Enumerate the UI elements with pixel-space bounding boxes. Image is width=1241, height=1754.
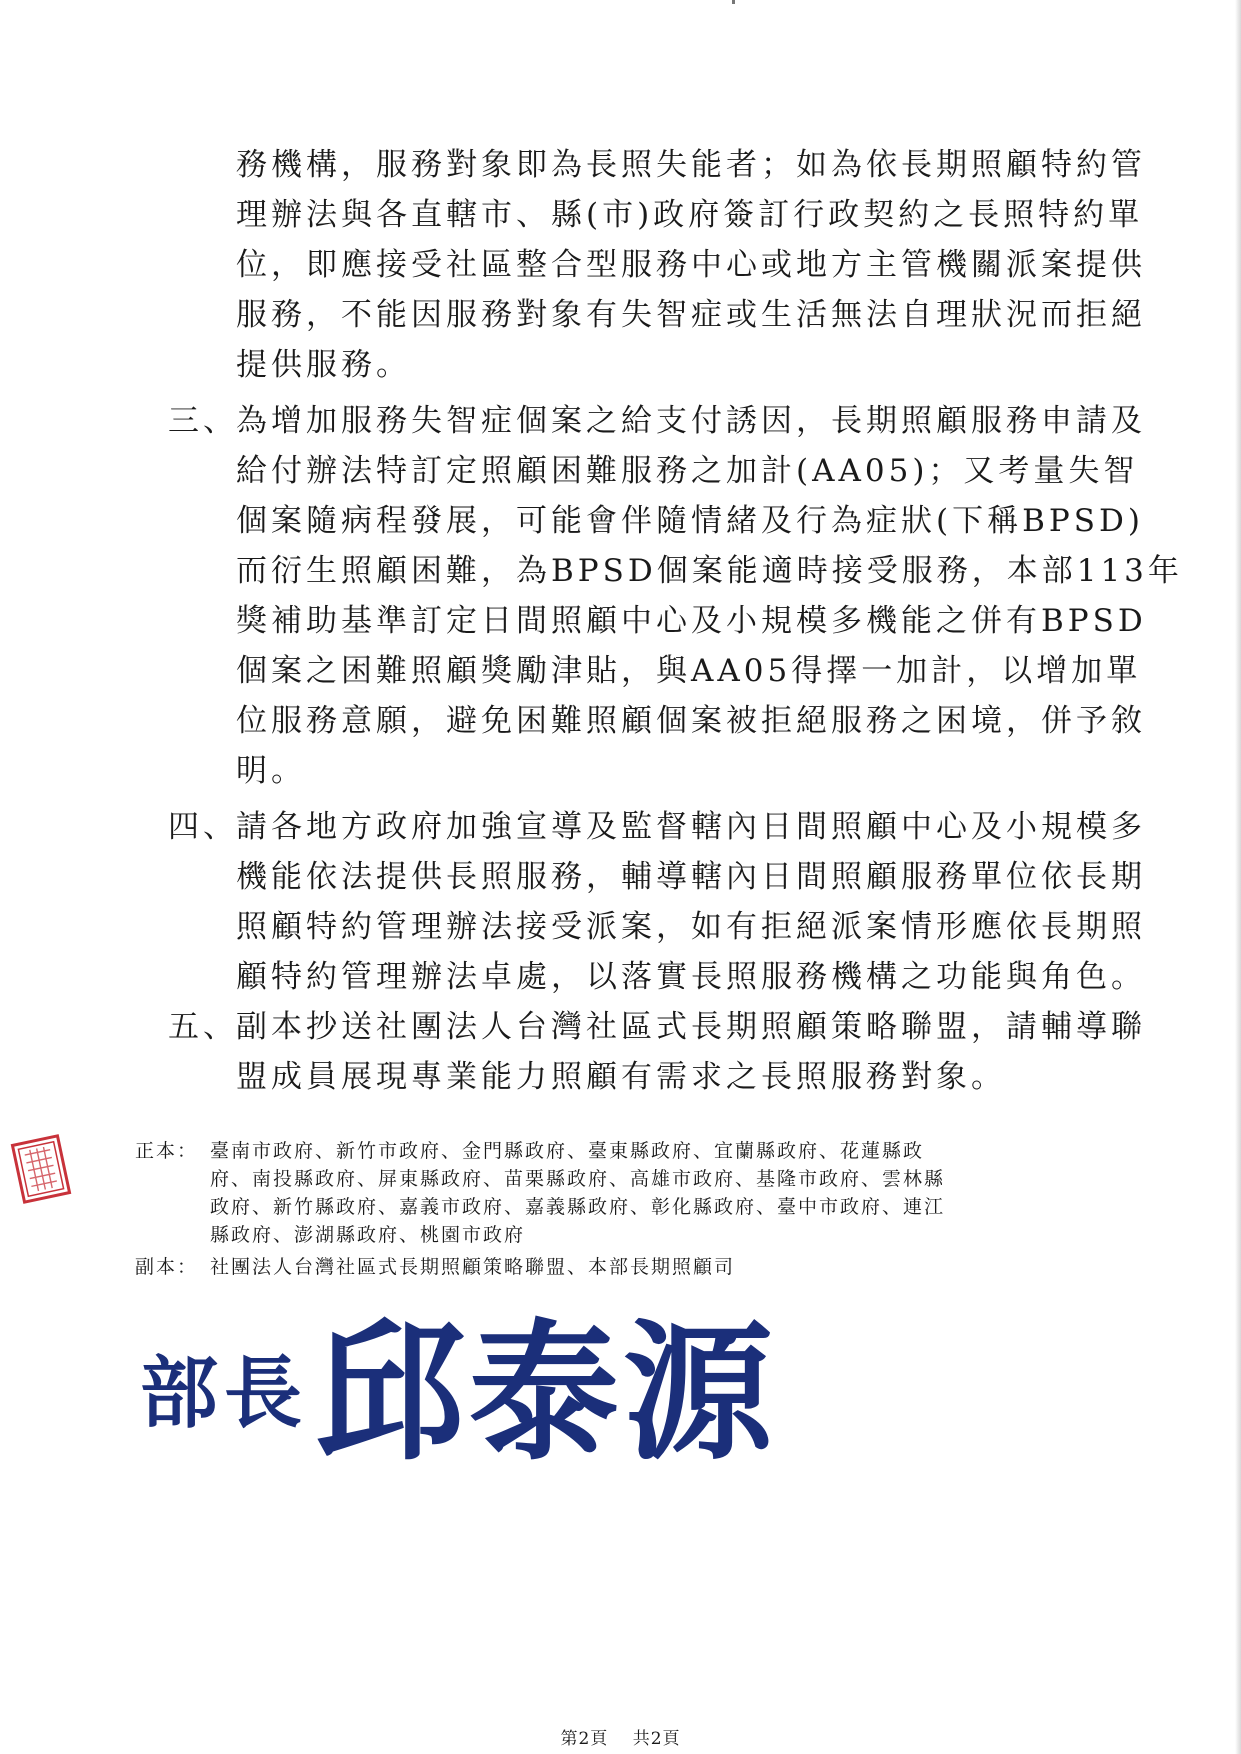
document-body bbox=[0, 140, 1241, 1102]
official-seal bbox=[10, 1128, 72, 1210]
page-total: 共2頁 bbox=[632, 1729, 681, 1749]
seal-shape bbox=[12, 1136, 69, 1202]
text-line: 理辦法與各直轄市、縣(市)政府簽訂行政契約之長照特約單 bbox=[236, 197, 1144, 233]
text-line: 提供服務。 bbox=[236, 347, 411, 383]
primary-label: 正本： bbox=[135, 1140, 199, 1162]
text-line: 獎補助基準訂定日間照顧中心及小規模多機能之併有BPSD bbox=[236, 603, 1147, 639]
minister-signature bbox=[140, 1300, 780, 1480]
text-line: 個案之困難照顧獎勵津貼，與AA05得擇一加計，以增加單 bbox=[236, 653, 1142, 689]
text-line: 副本抄送社團法人台灣社區式長期照顧策略聯盟，請輔導聯 bbox=[236, 1009, 1146, 1045]
text-line: 照顧特約管理辦法接受派案，如有拒絕派案情形應依長期照 bbox=[236, 909, 1146, 945]
recipient-line: 政府、新竹縣政府、嘉義市政府、嘉義縣政府、彰化縣政府、臺中市政府、連江 bbox=[210, 1196, 946, 1218]
text-line: 明。 bbox=[236, 753, 306, 789]
scan-mark bbox=[732, 0, 735, 4]
page-number: 第2頁 bbox=[560, 1729, 609, 1749]
distribution-list bbox=[135, 1137, 1095, 1285]
text-line: 請各地方政府加強宣導及監督轄內日間照顧中心及小規模多 bbox=[236, 809, 1146, 845]
text-line: 務機構，服務對象即為長照失能者；如為依長期照顧特約管 bbox=[236, 147, 1146, 183]
continuation-paragraph bbox=[0, 140, 1241, 390]
text-line: 盟成員展現專業能力照顧有需求之長照服務對象。 bbox=[236, 1059, 1006, 1095]
item-three bbox=[0, 396, 1241, 796]
item-number: 五、 bbox=[168, 1009, 238, 1045]
text-line: 服務，不能因服務對象有失智症或生活無法自理狀況而拒絕 bbox=[236, 297, 1146, 333]
copy-label: 副本： bbox=[135, 1256, 199, 1278]
signature-title: 部長 bbox=[140, 1348, 309, 1439]
copy-recipients bbox=[135, 1253, 1095, 1281]
text-line: 而衍生照顧困難，為BPSD個案能適時接受服務，本部113年 bbox=[236, 553, 1183, 589]
item-four bbox=[0, 802, 1241, 1002]
text-line: 位服務意願，避免困難照顧個案被拒絕服務之困境，併予敘 bbox=[236, 703, 1146, 739]
text-line: 機能依法提供長照服務，輔導轄內日間照顧服務單位依長期 bbox=[236, 859, 1146, 895]
item-number: 四、 bbox=[168, 809, 238, 845]
text-line: 為增加服務失智症個案之給支付誘因，長期照顧服務申請及 bbox=[236, 403, 1146, 439]
text-line: 位，即應接受社區整合型服務中心或地方主管機關派案提供 bbox=[236, 247, 1146, 283]
recipient-line: 臺南市政府、新竹市政府、金門縣政府、臺東縣政府、宜蘭縣政府、花蓮縣政 bbox=[210, 1140, 925, 1162]
primary-recipients bbox=[135, 1137, 1095, 1249]
signature-name: 邱泰源 bbox=[315, 1305, 778, 1480]
recipient-line: 府、南投縣政府、屏東縣政府、苗栗縣政府、高雄市政府、基隆市政府、雲林縣 bbox=[210, 1168, 946, 1190]
text-line: 個案隨病程發展，可能會伴隨情緒及行為症狀(下稱BPSD) bbox=[236, 503, 1144, 539]
recipient-line: 縣政府、澎湖縣政府、桃園市政府 bbox=[210, 1224, 526, 1246]
text-line: 顧特約管理辦法卓處，以落實長照服務機構之功能與角色。 bbox=[236, 959, 1146, 995]
text-line: 給付辦法特訂定照顧困難服務之加計(AA05)；又考量失智 bbox=[236, 453, 1139, 489]
recipient-line: 社團法人台灣社區式長期照顧策略聯盟、本部長期照顧司 bbox=[210, 1256, 736, 1278]
item-five bbox=[0, 1002, 1241, 1102]
page-footer bbox=[0, 1724, 1241, 1749]
item-number: 三、 bbox=[168, 403, 238, 439]
